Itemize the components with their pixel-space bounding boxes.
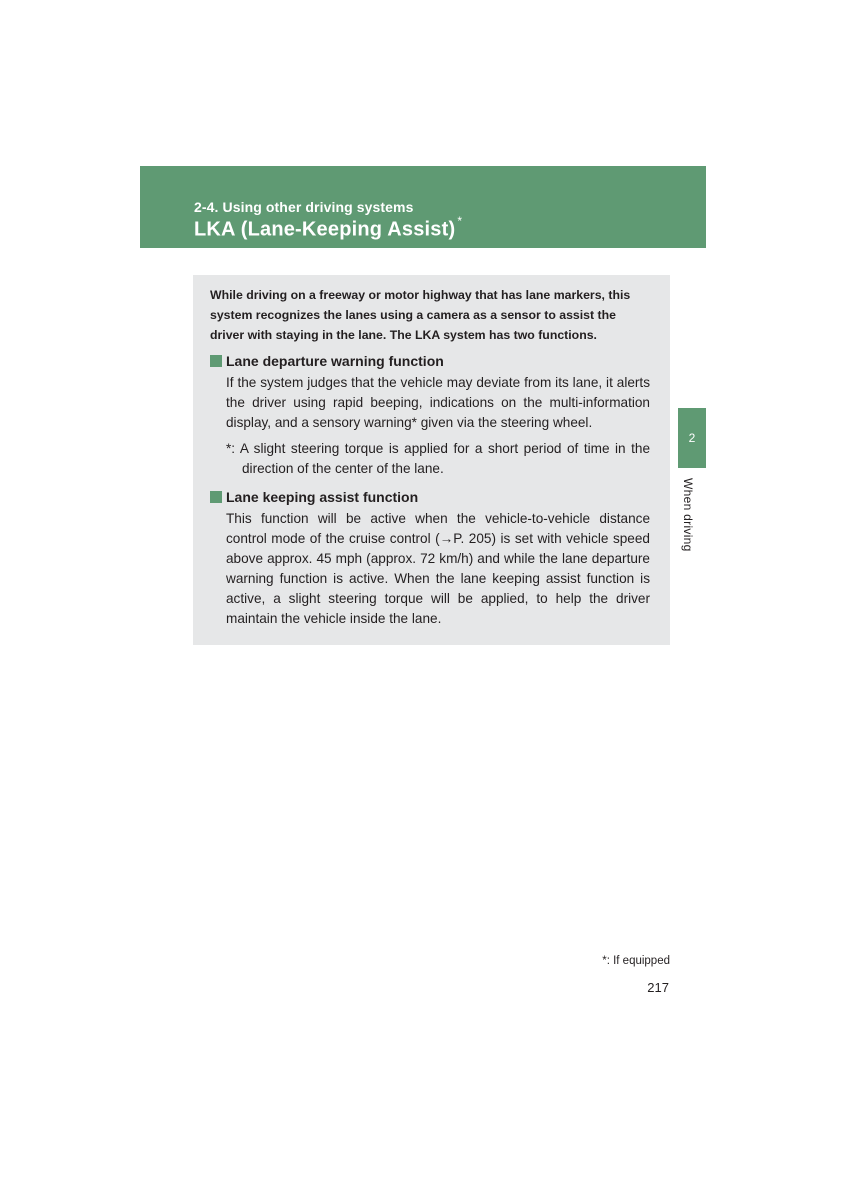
square-bullet-icon <box>210 355 222 367</box>
section-heading-lane-keeping <box>210 487 650 507</box>
chapter-number: 2 <box>688 431 696 445</box>
chapter-label: When driving <box>681 478 695 552</box>
page-number: 217 <box>647 980 669 995</box>
square-bullet-icon <box>210 491 222 503</box>
content-box <box>193 275 670 645</box>
equipment-mark: * <box>457 214 463 228</box>
section-note-lane-departure: *: A slight steering torque is applied for a short period of time in the direction of the center of the lane. <box>226 441 650 476</box>
chapter-tab[interactable] <box>678 408 706 468</box>
section-body-lane-departure: If the system judges that the vehicle may deviate from its lane, it alerts the driver using rapid beeping, indications on the multi-information display, and a sensory warning* given via the steering wheel. <box>226 375 650 430</box>
header-band <box>140 166 706 248</box>
intro-text: While driving on a freeway or motor highway that has lane markers, this system recognizes the lanes using a camera as a sensor to assist the driver with staying in the lane. The LKA system has two functions. <box>210 288 631 342</box>
section-label: 2-4. Using other driving systems <box>194 199 414 215</box>
page-title <box>194 214 463 242</box>
section-heading-lane-departure <box>210 351 650 371</box>
section-heading-text: Lane departure warning function <box>226 353 444 369</box>
section-heading-text: Lane keeping assist function <box>226 489 419 505</box>
page-title-text: LKA (Lane-Keeping Assist) <box>194 218 456 241</box>
footnote: *: If equipped <box>602 955 670 967</box>
section-body-lane-keeping: This function will be active when the vehicle-to-vehicle distance control mode of the cruise control (→P. 205) is set with vehicle speed above approx. 45 mph (approx. 72 km/h) and while the lane departure warning function is active. When the lane keeping assist function is active, a slight steering torque will be applied, to help the driver maintain the vehicle inside the lane. <box>226 511 650 626</box>
